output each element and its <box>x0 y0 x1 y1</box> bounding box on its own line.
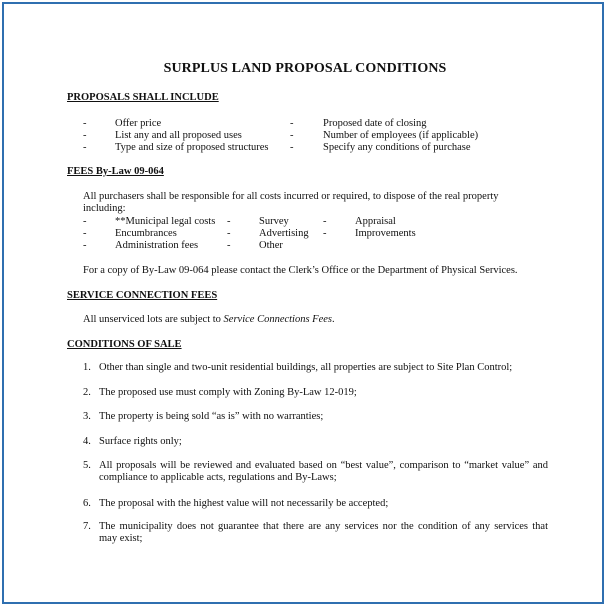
fee-item: Other <box>259 240 283 251</box>
condition-number: 6. <box>83 498 91 509</box>
fee-item: Encumbrances <box>115 228 177 239</box>
proposal-item: List any and all proposed uses <box>115 130 242 141</box>
condition-text: Other than single and two-unit residential buildings, all properties are subject to Site Plan Control; <box>99 362 513 373</box>
condition-text: All proposals will be reviewed and evaluated based on “best value”, comparison to “market value” and <box>99 460 548 471</box>
fees-intro-line: All purchasers shall be responsible for all costs incurred or required, to dispose of the real property <box>83 191 499 202</box>
proposals-heading: PROPOSALS SHALL INCLUDE <box>67 92 219 103</box>
bullet-dash: - <box>83 130 87 141</box>
service-text <box>83 314 335 325</box>
condition-number: 7. <box>83 521 91 532</box>
bullet-dash: - <box>227 240 231 251</box>
bullet-dash: - <box>323 228 327 239</box>
condition-text: The proposed use must comply with Zoning By-Law 12-019; <box>99 387 357 398</box>
condition-text: The property is being sold “as is” with no warranties; <box>99 411 324 422</box>
fee-item: Appraisal <box>355 216 396 227</box>
proposal-item: Proposed date of closing <box>323 118 427 129</box>
bylaw-copy-note: For a copy of By-Law 09-064 please contact the Clerk’s Office or the Department of Physical Services. <box>83 265 518 276</box>
proposal-item: Type and size of proposed structures <box>115 142 269 153</box>
fees-intro-line: including: <box>83 203 126 214</box>
bullet-dash: - <box>83 118 87 129</box>
condition-number: 3. <box>83 411 91 422</box>
bullet-dash: - <box>227 216 231 227</box>
conditions-heading: CONDITIONS OF SALE <box>67 339 182 350</box>
bullet-dash: - <box>227 228 231 239</box>
condition-number: 5. <box>83 460 91 471</box>
bullet-dash: - <box>290 130 294 141</box>
fees-heading: FEES By-Law 09-064 <box>67 166 164 177</box>
proposal-item: Number of employees (if applicable) <box>323 130 479 141</box>
condition-text: The municipality does not guarantee that there are any services nor the condition of any services that <box>99 521 548 532</box>
condition-text: The proposal with the highest value will not necessarily be accepted; <box>99 498 389 509</box>
document-title: SURPLUS LAND PROPOSAL CONDITIONS <box>163 61 447 76</box>
bullet-dash: - <box>323 216 327 227</box>
condition-text: Surface rights only; <box>99 436 182 447</box>
proposal-item: Specify any conditions of purchase <box>323 142 471 153</box>
condition-number: 2. <box>83 387 91 398</box>
fee-item: Improvements <box>355 228 416 239</box>
service-heading: SERVICE CONNECTION FEES <box>67 290 218 301</box>
bullet-dash: - <box>83 240 87 251</box>
bullet-dash: - <box>290 118 294 129</box>
proposal-item: Offer price <box>115 118 162 129</box>
condition-number: 1. <box>83 362 91 373</box>
condition-text-continued: compliance to applicable acts, regulations and By-Laws; <box>99 472 337 483</box>
condition-number: 4. <box>83 436 91 447</box>
condition-text-continued: may exist; <box>99 533 143 544</box>
bullet-dash: - <box>83 228 87 239</box>
fee-item: **Municipal legal costs <box>115 216 216 227</box>
service-text-end: . <box>332 314 335 325</box>
bullet-dash: - <box>290 142 294 153</box>
fee-item: Survey <box>259 216 289 227</box>
fee-item: Administration fees <box>115 240 199 251</box>
fee-item: Advertising <box>259 228 309 239</box>
service-fees-emphasis: Service Connections Fees <box>223 314 333 325</box>
service-text-start: All unserviced lots are subject to <box>83 314 224 325</box>
bullet-dash: - <box>83 142 87 153</box>
bullet-dash: - <box>83 216 87 227</box>
